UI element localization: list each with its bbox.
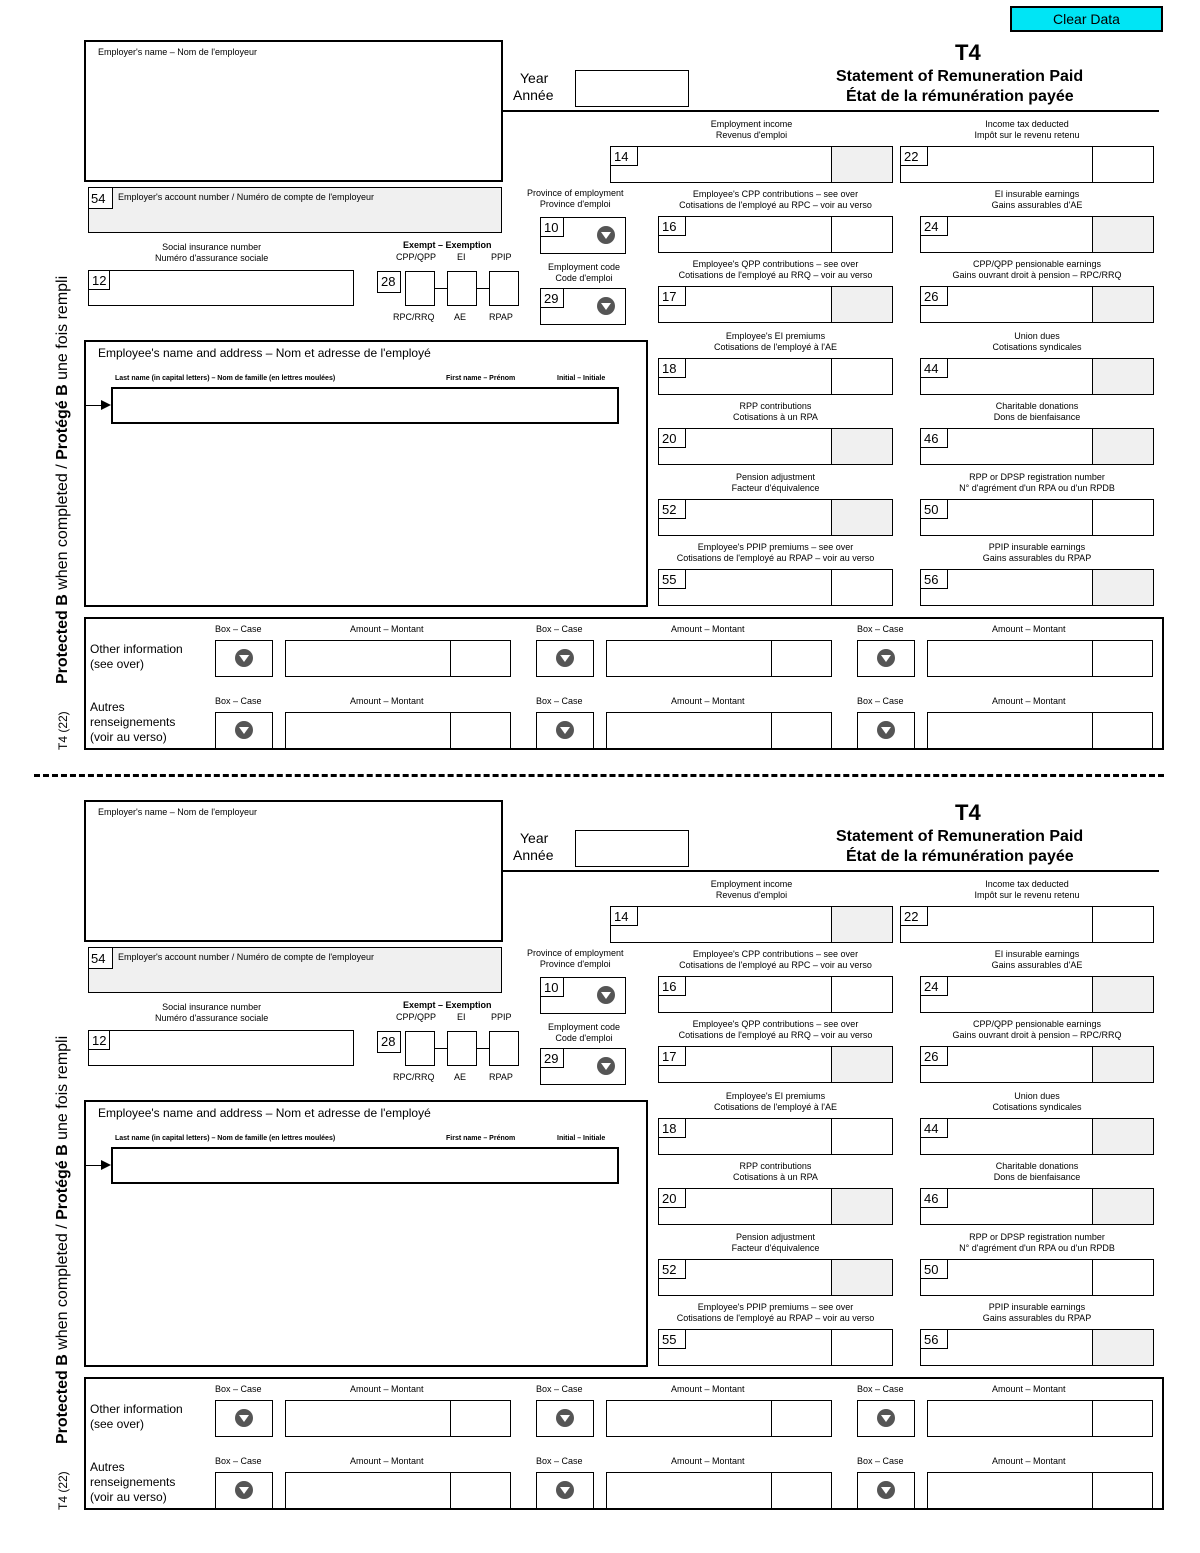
title-en: Statement of Remuneration Paid — [836, 828, 1084, 845]
box-18-label: Employee's EI premiums Cotisations de l'employé à l'AE — [714, 331, 837, 352]
box-case-label: Box – Case — [215, 1384, 262, 1394]
box-case-label: Box – Case — [215, 624, 262, 634]
box-16-cents[interactable] — [831, 216, 893, 253]
box-55-cents[interactable] — [831, 569, 893, 606]
box-56-cents[interactable] — [1092, 569, 1154, 606]
province-label: Province of employment Province d'emploi — [527, 948, 624, 969]
box-17-cents[interactable] — [831, 1046, 893, 1083]
box-55-num: 55 — [662, 572, 677, 587]
t4-slip-bottom — [0, 760, 1200, 1520]
box-55-label: Employee's PPIP premiums – see over Cotisations de l'employé au RPAP – voir au verso — [676, 1302, 875, 1323]
box-20-label: RPP contributions Cotisations à un RPA — [733, 1161, 818, 1182]
box-14-cents[interactable] — [831, 906, 893, 943]
box-50-cents[interactable] — [1092, 499, 1154, 536]
box-14-num: 14 — [614, 149, 629, 164]
side-form-code: T4 (22) — [56, 1471, 70, 1510]
form-code: T4 — [955, 40, 981, 65]
other-amount-cents[interactable] — [450, 1472, 511, 1509]
chevron-down-icon[interactable] — [556, 721, 574, 739]
sin-input[interactable] — [88, 270, 354, 306]
box-52-label: Pension adjustment Facteur d'équivalence — [731, 1232, 820, 1253]
box-44-cents[interactable] — [1092, 1118, 1154, 1155]
box-18-cents[interactable] — [831, 1118, 893, 1155]
box-50-label: RPP or DPSP registration number N° d'agrément d'un RPA ou d'un RPDB — [959, 1232, 1115, 1253]
chevron-down-icon[interactable] — [235, 649, 253, 667]
chevron-down-icon[interactable] — [877, 649, 895, 667]
box-28-num: 28 — [381, 1034, 396, 1049]
title-en: Statement of Remuneration Paid — [836, 68, 1084, 85]
exempt-rpc: RPC/RRQ — [393, 312, 435, 322]
chevron-down-icon[interactable] — [877, 721, 895, 739]
protege-b-bold: Protégé B — [54, 384, 71, 460]
chevron-down-icon[interactable] — [556, 1481, 574, 1499]
other-amount-cents[interactable] — [450, 712, 511, 749]
box-16-cents[interactable] — [831, 976, 893, 1013]
side-form-code: T4 (22) — [56, 711, 70, 750]
year-label-fr: Année — [513, 87, 554, 103]
box-14-label: Employment income Revenus d'emploi — [710, 119, 793, 140]
box-22-num: 22 — [904, 909, 919, 924]
clear-data-button[interactable]: Clear Data — [1010, 6, 1163, 32]
other-amount-cents[interactable] — [771, 1472, 832, 1509]
chevron-down-icon[interactable] — [877, 1409, 895, 1427]
amount-label: Amount – Montant — [671, 1456, 745, 1466]
box-46-cents[interactable] — [1092, 1188, 1154, 1225]
arrow-shaft — [86, 1165, 102, 1166]
box-22-label: Income tax deducted Impôt sur le revenu retenu — [974, 879, 1080, 900]
title-rule — [503, 870, 1159, 872]
year-input[interactable] — [575, 70, 689, 107]
protected-b-note: when completed / — [54, 459, 71, 595]
amount-label: Amount – Montant — [992, 624, 1066, 634]
box-17-cents[interactable] — [831, 286, 893, 323]
protected-b-text — [54, 276, 72, 684]
exempt-cpp-check[interactable] — [405, 1031, 435, 1066]
employer-name-label: Employer's name – Nom de l'employeur — [98, 47, 258, 57]
amount-label: Amount – Montant — [350, 1456, 424, 1466]
title-fr: État de la rémunération payée — [846, 848, 1074, 865]
exempt-ae: AE — [454, 312, 467, 322]
amount-label: Amount – Montant — [350, 696, 424, 706]
box-56-num: 56 — [924, 572, 939, 587]
exempt-ppip: PPIP — [491, 252, 512, 262]
year-label-en: Year — [520, 70, 549, 86]
box-18-cents[interactable] — [831, 358, 893, 395]
chevron-down-icon[interactable] — [597, 1057, 615, 1075]
emp-code-label: Employment code Code d'emploi — [548, 262, 621, 283]
box-16-num: 16 — [662, 219, 677, 234]
box-14-num: 14 — [614, 909, 629, 924]
exempt-ppip-check[interactable] — [489, 1031, 519, 1066]
box-24-cents[interactable] — [1092, 976, 1154, 1013]
chevron-down-icon[interactable] — [235, 721, 253, 739]
box-55-num: 55 — [662, 1332, 677, 1347]
box-14-cents[interactable] — [831, 146, 893, 183]
box-case-label: Box – Case — [536, 1384, 583, 1394]
box-56-cents[interactable] — [1092, 1329, 1154, 1366]
other-amount-cents[interactable] — [450, 640, 511, 677]
box-17-label: Employee's QPP contributions – see over Cotisations de l'employé au RRQ – voir au verso — [678, 1019, 873, 1040]
box-29-num: 29 — [544, 291, 559, 306]
box-22-label: Income tax deducted Impôt sur le revenu retenu — [974, 119, 1080, 140]
box-17-num: 17 — [662, 289, 677, 304]
box-26-num: 26 — [924, 289, 939, 304]
box-case-label: Box – Case — [857, 1456, 904, 1466]
first-name-label: First name – Prénom — [446, 375, 516, 382]
box-20-num: 20 — [662, 431, 677, 446]
box-24-label: EI insurable earnings Gains assurables d'AE — [991, 189, 1083, 210]
box-26-label: CPP/QPP pensionable earnings Gains ouvrant droit à pension – RPC/RRQ — [952, 259, 1122, 280]
box-44-label: Union dues Cotisations syndicales — [992, 331, 1082, 352]
box-56-label: PPIP insurable earnings Gains assurables du RPAP — [982, 542, 1092, 563]
exempt-cpp: CPP/QPP — [396, 1012, 437, 1022]
box-17-num: 17 — [662, 1049, 677, 1064]
chevron-down-icon[interactable] — [235, 1409, 253, 1427]
box-46-num: 46 — [924, 431, 939, 446]
first-name-label: First name – Prénom — [446, 1135, 516, 1142]
exempt-ei: EI — [457, 252, 466, 262]
box-10-num: 10 — [544, 980, 559, 995]
box-12-num: 12 — [92, 273, 107, 288]
box-10-num: 10 — [544, 220, 559, 235]
protected-b-bold: Protected B — [54, 1354, 71, 1444]
box-24-label: EI insurable earnings Gains assurables d'AE — [991, 949, 1083, 970]
t4-slip-top — [0, 0, 1200, 760]
exempt-rpap: RPAP — [489, 1072, 513, 1082]
box-24-cents[interactable] — [1092, 216, 1154, 253]
box-18-num: 18 — [662, 1121, 677, 1136]
box-16-num: 16 — [662, 979, 677, 994]
box-52-num: 52 — [662, 502, 677, 517]
box-52-cents[interactable] — [831, 499, 893, 536]
chevron-down-icon[interactable] — [597, 226, 615, 244]
box-20-cents[interactable] — [831, 428, 893, 465]
box-29-num: 29 — [544, 1051, 559, 1066]
employee-name-label: Employee's name and address – Nom et adresse de l'employé — [98, 1106, 431, 1120]
box-14-label: Employment income Revenus d'emploi — [710, 879, 793, 900]
exempt-ae: AE — [454, 1072, 467, 1082]
chevron-down-icon[interactable] — [597, 986, 615, 1004]
protege-b-bold: Protégé B — [54, 1144, 71, 1220]
box-55-label: Employee's PPIP premiums – see over Cotisations de l'employé au RPAP – voir au verso — [676, 542, 875, 563]
chevron-down-icon[interactable] — [235, 1481, 253, 1499]
box-24-num: 24 — [924, 979, 939, 994]
exempt-ppip-check[interactable] — [489, 271, 519, 306]
box-case-label: Box – Case — [857, 696, 904, 706]
protected-b-note: when completed / — [54, 1219, 71, 1355]
box-20-cents[interactable] — [831, 1188, 893, 1225]
title-rule — [503, 110, 1159, 112]
box-54-num: 54 — [91, 951, 106, 966]
box-22-cents[interactable] — [1092, 146, 1154, 183]
box-case-label: Box – Case — [857, 624, 904, 634]
arrow-right-icon — [101, 400, 111, 410]
other-amount-cents[interactable] — [771, 1400, 832, 1437]
exempt-label: Exempt – Exemption — [403, 1000, 492, 1010]
employer-name-box[interactable] — [84, 800, 503, 942]
year-input[interactable] — [575, 830, 689, 867]
employer-account-label: Employer's account number / Numéro de compte de l'employeur — [118, 192, 375, 202]
form-code: T4 — [955, 800, 981, 825]
exempt-cpp: CPP/QPP — [396, 252, 437, 262]
box-56-num: 56 — [924, 1332, 939, 1347]
box-26-label: CPP/QPP pensionable earnings Gains ouvrant droit à pension – RPC/RRQ — [952, 1019, 1122, 1040]
sin-label: Social insurance number Numéro d'assurance sociale — [155, 1002, 269, 1023]
other-info-en: Other information (see over) — [90, 642, 183, 671]
other-amount-cents[interactable] — [1092, 1472, 1153, 1509]
employee-name-input[interactable] — [111, 387, 619, 424]
other-amount-cents[interactable] — [1092, 1400, 1153, 1437]
box-46-label: Charitable donations Dons de bienfaisance — [993, 401, 1081, 422]
box-50-label: RPP or DPSP registration number N° d'agrément d'un RPA ou d'un RPDB — [959, 472, 1115, 493]
exempt-rpc: RPC/RRQ — [393, 1072, 435, 1082]
amount-label: Amount – Montant — [992, 1384, 1066, 1394]
amount-label: Amount – Montant — [350, 1384, 424, 1394]
exempt-connector — [435, 1048, 447, 1049]
other-amount-cents[interactable] — [771, 712, 832, 749]
box-26-num: 26 — [924, 1049, 939, 1064]
sin-label: Social insurance number Numéro d'assurance sociale — [155, 242, 269, 263]
amount-label: Amount – Montant — [671, 624, 745, 634]
box-26-cents[interactable] — [1092, 286, 1154, 323]
box-44-num: 44 — [924, 1121, 939, 1136]
box-20-label: RPP contributions Cotisations à un RPA — [733, 401, 818, 422]
box-50-num: 50 — [924, 1262, 939, 1277]
box-46-num: 46 — [924, 1191, 939, 1206]
box-18-num: 18 — [662, 361, 677, 376]
box-55-cents[interactable] — [831, 1329, 893, 1366]
box-18-label: Employee's EI premiums Cotisations de l'employé à l'AE — [714, 1091, 837, 1112]
title-fr: État de la rémunération payée — [846, 88, 1074, 105]
protected-b-bold: Protected B — [54, 594, 71, 684]
employer-name-label: Employer's name – Nom de l'employeur — [98, 807, 258, 817]
exempt-ei-check[interactable] — [447, 271, 477, 306]
box-24-num: 24 — [924, 219, 939, 234]
year-label-fr: Année — [513, 847, 554, 863]
box-12-num: 12 — [92, 1033, 107, 1048]
box-22-num: 22 — [904, 149, 919, 164]
box-52-label: Pension adjustment Facteur d'équivalence — [731, 472, 820, 493]
emp-code-label: Employment code Code d'emploi — [548, 1022, 621, 1043]
initial-label: Initial – Initiale — [557, 1135, 606, 1142]
employee-name-label: Employee's name and address – Nom et adresse de l'employé — [98, 346, 431, 360]
year-label-en: Year — [520, 830, 549, 846]
exempt-label: Exempt – Exemption — [403, 240, 492, 250]
employer-account-label: Employer's account number / Numéro de compte de l'employeur — [118, 952, 375, 962]
exempt-rpap: RPAP — [489, 312, 513, 322]
amount-label: Amount – Montant — [671, 1384, 745, 1394]
box-17-label: Employee's QPP contributions – see over Cotisations de l'employé au RRQ – voir au verso — [678, 259, 873, 280]
protege-b-note: une fois rempli — [54, 275, 71, 385]
last-name-label: Last name (in capital letters) – Nom de famille (en lettres moulées) — [115, 375, 336, 382]
chevron-down-icon[interactable] — [556, 649, 574, 667]
box-50-cents[interactable] — [1092, 1259, 1154, 1296]
initial-label: Initial – Initiale — [557, 375, 606, 382]
box-44-cents[interactable] — [1092, 358, 1154, 395]
chevron-down-icon[interactable] — [597, 297, 615, 315]
exempt-ei-check[interactable] — [447, 1031, 477, 1066]
arrow-shaft — [86, 405, 102, 406]
employer-name-box[interactable] — [84, 40, 503, 182]
box-16-label: Employee's CPP contributions – see over Cotisations de l'employé au RPC – voir au verso — [679, 949, 872, 970]
amount-label: Amount – Montant — [992, 696, 1066, 706]
box-46-cents[interactable] — [1092, 428, 1154, 465]
amount-label: Amount – Montant — [671, 696, 745, 706]
employee-name-input[interactable] — [111, 1147, 619, 1184]
box-50-num: 50 — [924, 502, 939, 517]
box-54-num: 54 — [91, 191, 106, 206]
box-44-num: 44 — [924, 361, 939, 376]
last-name-label: Last name (in capital letters) – Nom de famille (en lettres moulées) — [115, 1135, 336, 1142]
box-20-num: 20 — [662, 1191, 677, 1206]
chevron-down-icon[interactable] — [556, 1409, 574, 1427]
box-26-cents[interactable] — [1092, 1046, 1154, 1083]
box-case-label: Box – Case — [536, 696, 583, 706]
box-56-label: PPIP insurable earnings Gains assurables du RPAP — [982, 1302, 1092, 1323]
other-info-en: Other information (see over) — [90, 1402, 183, 1431]
sin-input[interactable] — [88, 1030, 354, 1066]
amount-label: Amount – Montant — [350, 624, 424, 634]
box-case-label: Box – Case — [536, 624, 583, 634]
exempt-ppip: PPIP — [491, 1012, 512, 1022]
box-28-num: 28 — [381, 274, 396, 289]
other-amount-cents[interactable] — [1092, 712, 1153, 749]
box-case-label: Box – Case — [215, 1456, 262, 1466]
box-case-label: Box – Case — [536, 1456, 583, 1466]
other-info-fr: Autres renseignements (voir au verso) — [90, 1460, 176, 1504]
exempt-ei: EI — [457, 1012, 466, 1022]
exempt-cpp-check[interactable] — [405, 271, 435, 306]
other-amount-cents[interactable] — [1092, 640, 1153, 677]
other-info-fr: Autres renseignements (voir au verso) — [90, 700, 176, 744]
arrow-right-icon — [101, 1160, 111, 1170]
exempt-connector — [435, 288, 447, 289]
box-52-cents[interactable] — [831, 1259, 893, 1296]
exempt-connector — [477, 288, 489, 289]
box-case-label: Box – Case — [857, 1384, 904, 1394]
amount-label: Amount – Montant — [992, 1456, 1066, 1466]
box-46-label: Charitable donations Dons de bienfaisance — [993, 1161, 1081, 1182]
other-amount-cents[interactable] — [450, 1400, 511, 1437]
box-52-num: 52 — [662, 1262, 677, 1277]
box-44-label: Union dues Cotisations syndicales — [992, 1091, 1082, 1112]
chevron-down-icon[interactable] — [877, 1481, 895, 1499]
exempt-connector — [477, 1048, 489, 1049]
box-16-label: Employee's CPP contributions – see over Cotisations de l'employé au RPC – voir au verso — [679, 189, 872, 210]
province-label: Province of employment Province d'emploi — [527, 188, 624, 209]
box-case-label: Box – Case — [215, 696, 262, 706]
protected-b-text — [54, 1036, 72, 1444]
other-amount-cents[interactable] — [771, 640, 832, 677]
protege-b-note: une fois rempli — [54, 1035, 71, 1145]
box-22-cents[interactable] — [1092, 906, 1154, 943]
